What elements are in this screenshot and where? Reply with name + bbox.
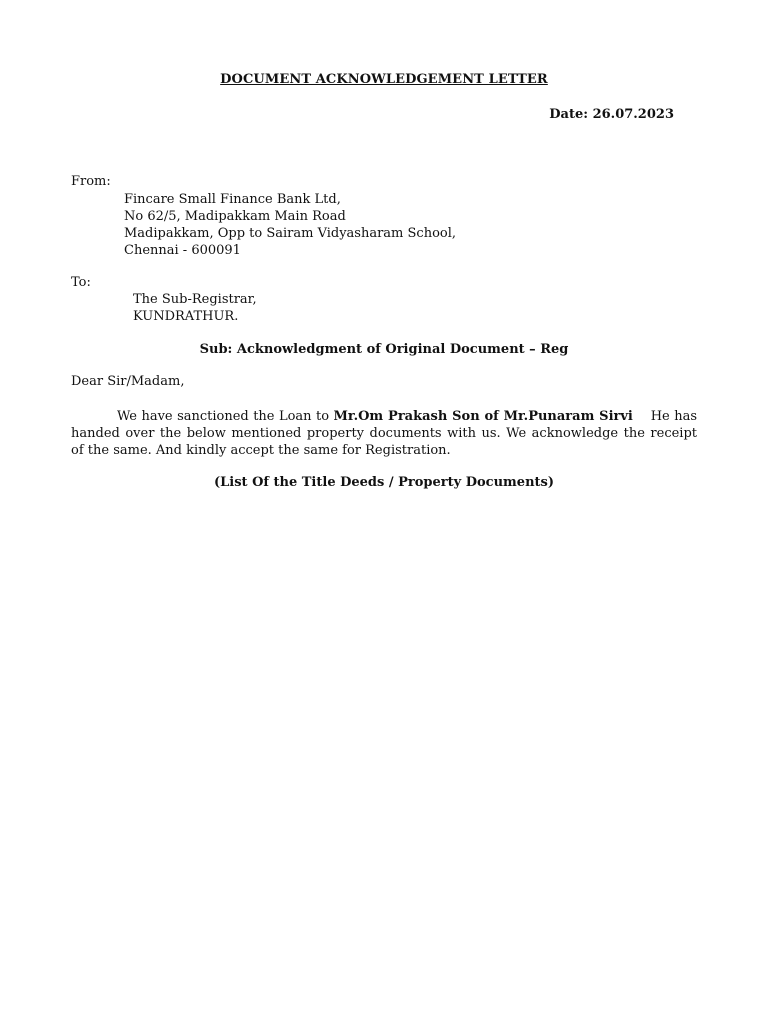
sender-address-line: Chennai - 600091 (124, 243, 241, 258)
subject-line: Sub: Acknowledgment of Original Document – Reg (199, 342, 569, 357)
sender-address-line: No 62/5, Madipakkam Main Road (124, 209, 346, 224)
borrower-name: Mr.Om Prakash Son of Mr.Punaram Sirvi (333, 409, 633, 424)
to-label: To: (71, 275, 91, 290)
from-label: From: (71, 174, 111, 189)
document-title: DOCUMENT ACKNOWLEDGEMENT LETTER (220, 72, 548, 87)
recipient-address-line: KUNDRATHUR. (133, 309, 239, 324)
letter-date: Date: 26.07.2023 (549, 107, 674, 122)
recipient-address (133, 291, 257, 325)
sender-address (124, 191, 456, 259)
document-list-heading: (List Of the Title Deeds / Property Documents) (213, 475, 554, 490)
body-text-intro: We have sanctioned the Loan to (117, 409, 334, 424)
sender-address-line: Fincare Small Finance Bank Ltd, (124, 192, 341, 207)
sender-address-line: Madipakkam, Opp to Sairam Vidyasharam School, (124, 226, 457, 241)
body-text-rest: He has handed over the below mentioned property documents with us. We acknowledge the receipt of the same. And kindly accept the same for Registration. (71, 409, 702, 458)
body-paragraph (71, 408, 702, 459)
salutation: Dear Sir/Madam, (71, 374, 185, 389)
recipient-address-line: The Sub-Registrar, (133, 292, 257, 307)
